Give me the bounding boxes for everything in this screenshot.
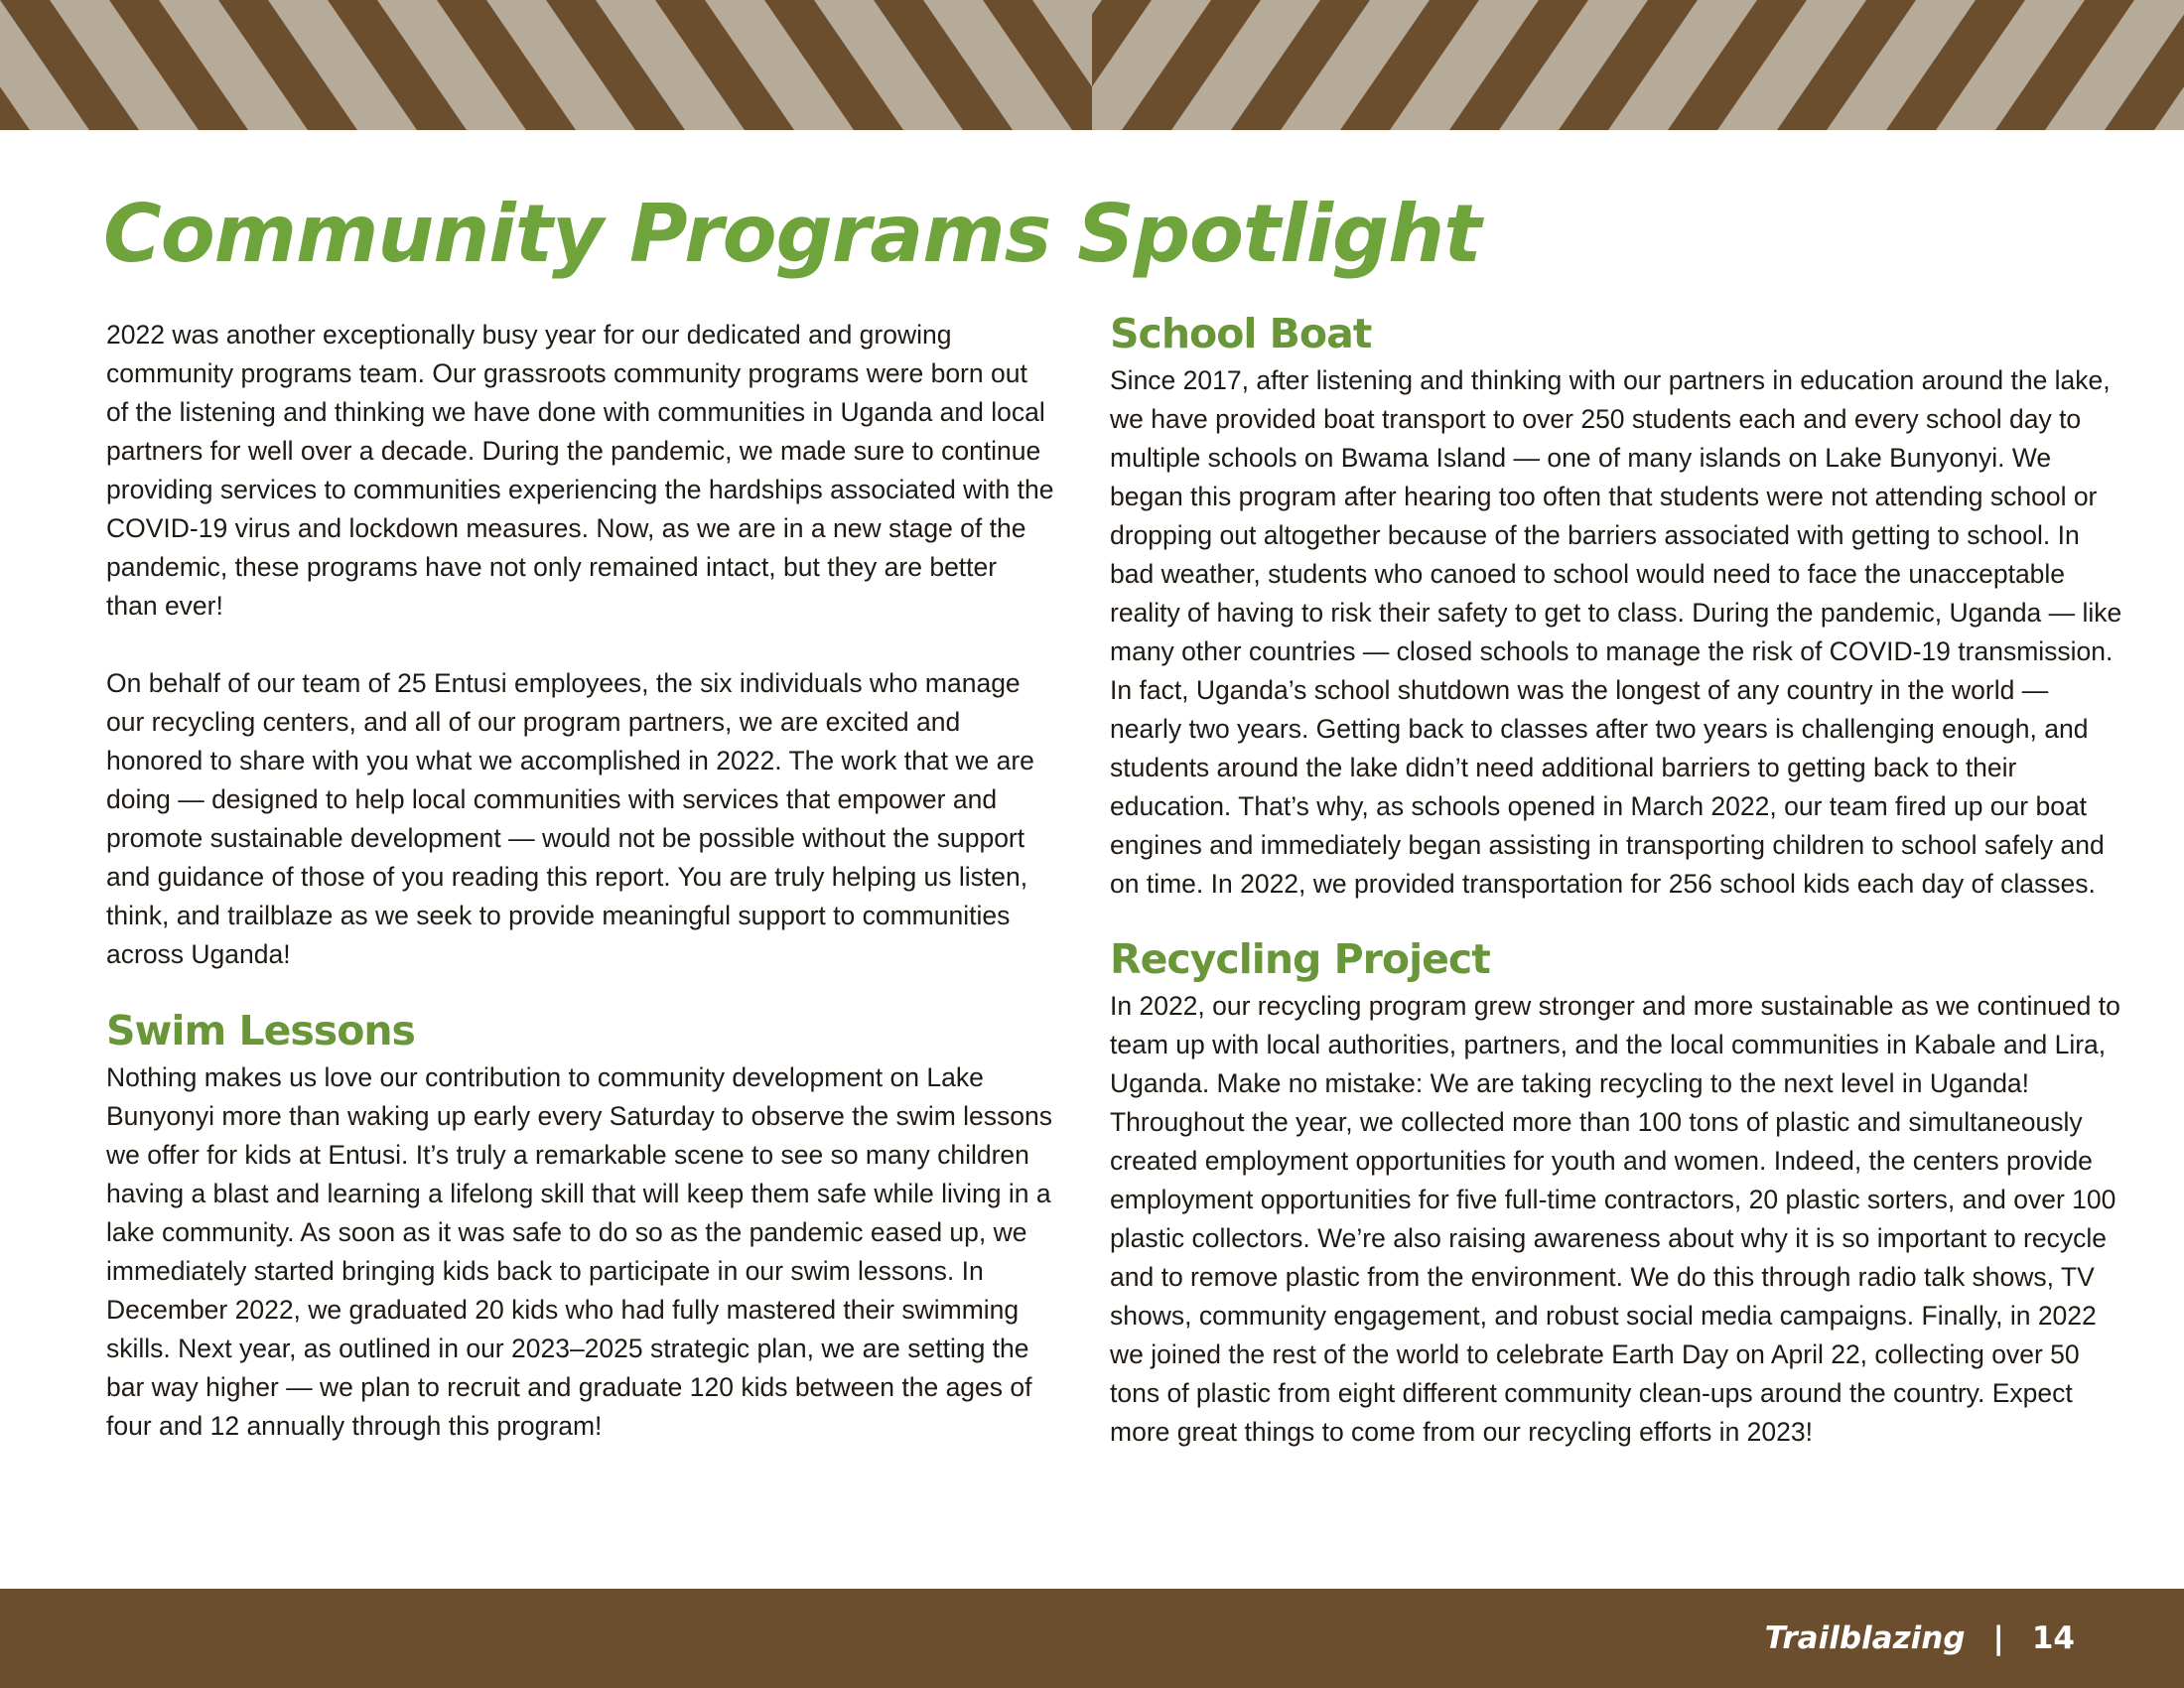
right-column bbox=[1110, 306, 2122, 1490]
swim-lessons-heading: Swim Lessons bbox=[106, 1007, 415, 1055]
swim-lessons-body: Nothing makes us love our contribution to community development on Lake Bunyonyi more than waking up early every Saturday to observe the swim lessons we offer for kids at Entusi. It’s truly a remarkable scene to see so many children having a blast and learning a lifelong skill that will keep them safe while living in a lake community. As soon as it was safe to do so as the pandemic eased up, we immediately started bringing kids back to participate in our swim lessons. In December 2022, we graduated 20 kids who had fully mastered their swimming skills. Next year, as outlined in our 2023–2025 strategic plan, we are setting the bar way higher — we plan to recruit and graduate 120 kids between the ages of four and 12 annually through this program! bbox=[106, 1062, 1053, 1441]
recycling-project-body: In 2022, our recycling program grew stronger and more sustainable as we continued to team up with local authorities, partners, and the local communities in Kabale and Lira, Uganda. Make no mistake: We are taking recycling to the next level in Uganda! Throughout the year, we collected more than 100 tons of plastic and simultaneously created employment opportunities for youth and women. Indeed, the centers provide employment opportunities for five full-time contractors, 20 plastic sorters, and over 100 plastic collectors. We’re also raising awareness about why it is so important to recycle and to remove plastic from the environment. We do this through radio talk shows, TV shows, community engagement, and robust social media campaigns. Finally, in 2022 we joined the rest of the world to celebrate Earth Day on April 22, collecting over 50 tons of plastic from eight different community clean-ups around the country. Expect more great things to come from our recycling efforts in 2023! bbox=[1110, 991, 2120, 1447]
intro-paragraph-2: On behalf of our team of 25 Entusi employees, the six individuals who manage our recycling centers, and all of our program partners, we are excited and honored to share with you what we accomplished in 2022. The work that we are doing — designed to help local communities with services that empower and promote sustainable development — would not be possible without the support and guidance of those of you reading this report. You are truly helping us listen, think, and trailblaze as we seek to provide meaningful support to communities across Uganda! bbox=[106, 668, 1034, 969]
school-boat-body: Since 2017, after listening and thinking with our partners in education around the lake, we have provided boat transport to over 250 students each and every school day to multiple schools on Bwama Island — one of many islands on Lake Bunyonyi. We began this program after hearing too often that students were not attending school or dropping out altogether because of the barriers associated with getting to school. In bad weather, students who canoed to school would need to face the unacceptable reality of having to risk their safety to get to class. During the pandemic, Uganda — like many other countries — closed schools to manage the risk of COVID-19 transmission. In fact, Uganda’s school shutdown was the longest of any country in the world — nearly two years. Getting back to classes after two years is challenging enough, and students around the lake didn’t need additional barriers to getting back to their education. That’s why, as schools opened in March 2022, our team fired up our boat engines and immediately began assisting in transporting children to school safely and on time. In 2022, we provided transportation for 256 school kids each day of classes. bbox=[1110, 365, 2122, 899]
footer-label bbox=[1765, 1618, 2075, 1658]
page-title: Community Programs Spotlight bbox=[103, 188, 1481, 280]
intro-paragraph-1: 2022 was another exceptionally busy year for our dedicated and growing community programs team. Our grassroots community programs were born out of the listening and thinking we have done with communities in Uganda and local partners for well over a decade. During the pandemic, we made sure to continue providing services to communities experiencing the hardships associated with the COVID-19 virus and lockdown measures. Now, as we are in a new stage of the pandemic, these programs have not only remained intact, but they are better than ever! bbox=[106, 320, 1054, 621]
footer-section-name: Trailblazing bbox=[1764, 1620, 1966, 1656]
left-column bbox=[106, 316, 1054, 1484]
chevron-pattern bbox=[0, 0, 2184, 130]
decorative-chevron-banner bbox=[0, 0, 2184, 130]
footer-separator: | bbox=[1992, 1620, 2004, 1656]
school-boat-heading: School Boat bbox=[1110, 310, 1372, 357]
recycling-project-heading: Recycling Project bbox=[1110, 935, 1490, 983]
page-number: 14 bbox=[2031, 1620, 2075, 1656]
